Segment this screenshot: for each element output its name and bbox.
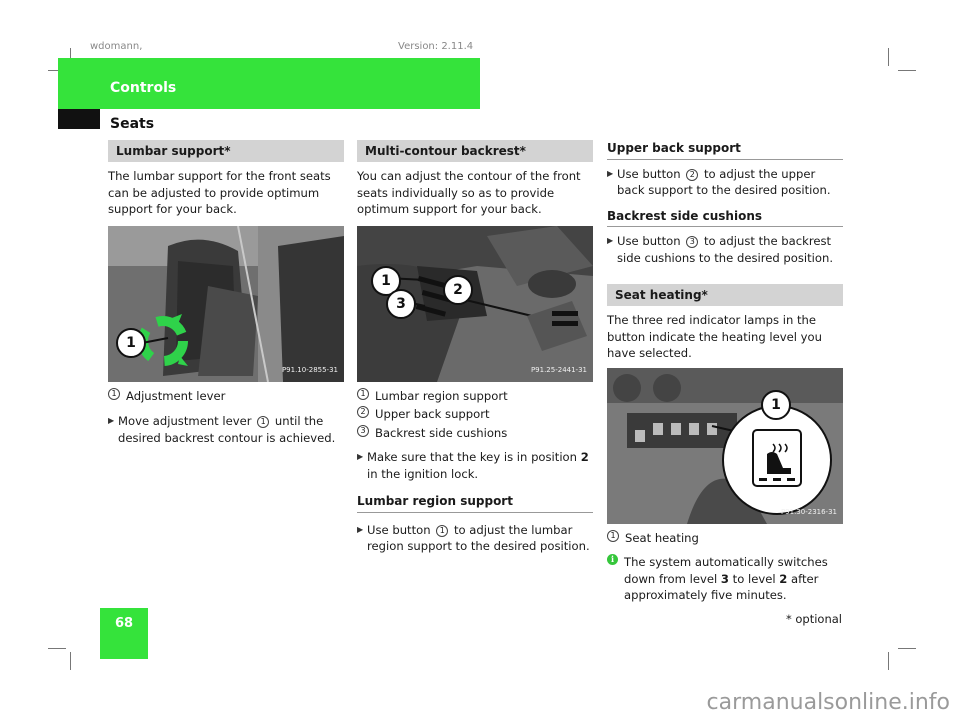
multicontour-legend-1 [357, 388, 593, 405]
multicontour-callout-3: 3 [386, 289, 416, 319]
step-text: Move adjustment lever [118, 414, 256, 428]
seat-heating-intro: The three red indicator lamps in the button indicate the heating level you have selected. [607, 313, 822, 360]
footnote-optional: * optional [785, 612, 842, 626]
legend-number: 1 [607, 530, 619, 542]
crop-mark [898, 70, 916, 71]
step-text: to adjust the upper back support to the desired position. [617, 166, 831, 197]
lumbar-callout-1: 1 [116, 328, 146, 358]
legend-text: Upper back support [375, 407, 490, 421]
key-step [357, 449, 593, 482]
step-text: to adjust the backrest side cushions to the desired position. [617, 234, 834, 265]
lumbar-legend [108, 388, 344, 405]
step-arrow-icon: ▶ [357, 524, 364, 534]
side-cushion-heading: Backrest side cushions [607, 208, 843, 228]
watermark: carmanualsonline.info [706, 690, 950, 715]
lumbar-intro: The lumbar support for the front seats can be adjusted to provide optimum support for your back. [108, 169, 331, 216]
step-text: Use button [367, 522, 435, 537]
column-multicontour [357, 140, 593, 555]
legend-text: Lumbar region support [375, 388, 508, 403]
legend-text: Seat heating [625, 530, 699, 545]
step-number: 1 [257, 416, 269, 428]
step-arrow-icon: ▶ [108, 416, 115, 425]
crop-mark [888, 48, 889, 66]
seat-heating-heading: Seat heating* [607, 284, 843, 306]
multicontour-heading: Multi-contour backrest* [357, 140, 593, 162]
print-meta-version: Version: 2.11.4 [398, 41, 474, 52]
lumbar-photo-code: P91.10-2855-31 [281, 366, 338, 374]
step-number: 3 [686, 236, 698, 248]
level-value: 2 [779, 571, 788, 586]
multicontour-photo [357, 226, 593, 382]
crop-mark [888, 652, 889, 670]
step-text: Use button [617, 166, 685, 181]
seat-heating-callout-1: 1 [761, 390, 791, 420]
step-text: to adjust the lumbar region support to the desired position. [367, 522, 590, 553]
step-arrow-icon: ▶ [607, 168, 614, 178]
seat-heating-legend [607, 530, 843, 547]
multicontour-intro: You can adjust the contour of the front seats individually so as to provide optimum support for your back. [357, 169, 581, 216]
multicontour-photo-code: P91.25-2441-31 [530, 366, 587, 374]
crop-mark [898, 648, 916, 649]
legend-text: Backrest side cushions [375, 425, 508, 440]
lumbar-photo [108, 226, 344, 382]
seat-heating-info [607, 554, 843, 604]
section-title: Controls [110, 80, 177, 96]
seat-heating-photo [607, 368, 843, 524]
multicontour-legend-3 [357, 425, 593, 442]
upper-back-heading: Upper back support [607, 140, 843, 160]
side-cushion-step [607, 233, 843, 266]
step-number: 1 [436, 525, 448, 537]
info-icon: i [607, 554, 618, 565]
lumbar-region-step [357, 522, 593, 555]
legend-number: 2 [357, 406, 369, 418]
info-text: after approximately five minutes. [624, 571, 819, 602]
print-meta-author: wdomann, [90, 41, 143, 52]
step-text: until the desired backrest contour is achieved. [118, 414, 336, 445]
page-title: Seats [110, 116, 155, 132]
multicontour-callout-1: 1 [371, 266, 401, 296]
step-arrow-icon: ▶ [607, 236, 614, 245]
step-arrow-icon: ▶ [357, 452, 364, 461]
step-number: 2 [686, 169, 698, 181]
legend-number: 3 [357, 425, 369, 437]
info-text: The system automatically switches down from level [624, 555, 828, 586]
upper-back-step [607, 166, 843, 199]
key-position: 2 [580, 450, 589, 464]
step-text: in the ignition lock. [367, 466, 479, 481]
column-upper-heating [607, 140, 843, 604]
crop-mark [70, 652, 71, 670]
lumbar-step [108, 413, 344, 446]
column-lumbar [108, 140, 344, 446]
legend-text: Adjustment lever [126, 388, 226, 403]
legend-number: 1 [108, 388, 120, 400]
lumbar-heading: Lumbar support* [108, 140, 344, 162]
level-value: 3 [720, 571, 729, 586]
page-number: 68 [114, 616, 134, 631]
header-tab [58, 109, 100, 129]
legend-number: 1 [357, 388, 369, 400]
info-text: to level [728, 571, 780, 586]
multicontour-callout-2: 2 [443, 275, 473, 305]
crop-mark [48, 648, 66, 649]
step-text: Make sure that the key is in position [367, 450, 581, 464]
step-text: Use button [617, 234, 685, 248]
multicontour-legend-2 [357, 406, 593, 423]
lumbar-region-heading: Lumbar region support [357, 493, 593, 513]
seat-heating-photo-code: P91.30-2316-31 [780, 508, 837, 516]
